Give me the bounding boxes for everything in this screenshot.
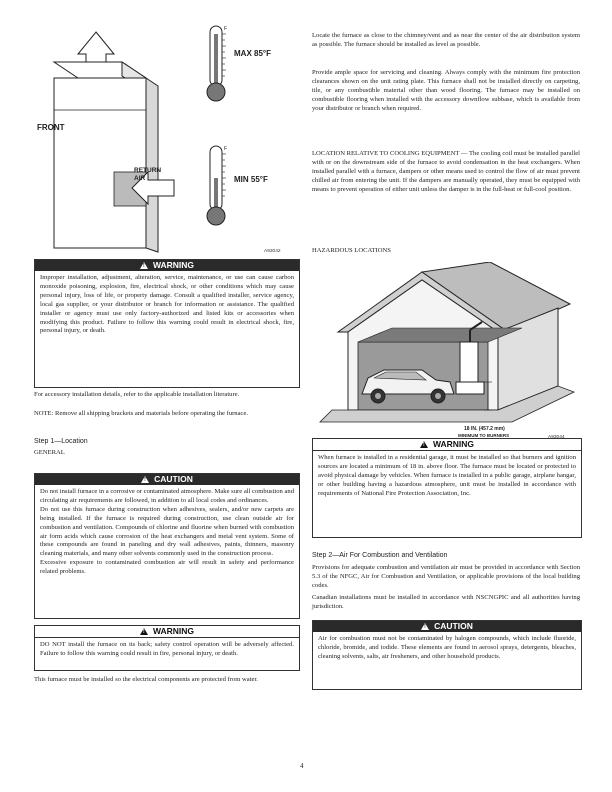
warning-banner: !WARNING bbox=[35, 260, 299, 271]
warning-icon bbox=[140, 628, 148, 635]
warning-icon bbox=[420, 441, 428, 448]
warning-banner: !WARNING bbox=[313, 439, 581, 451]
furnace-cabinet bbox=[54, 78, 146, 248]
svg-text:RETURN: RETURN bbox=[134, 167, 162, 174]
location-paragraph: Locate the furnace as close to the chimney/vent and as near the center of the air distribution system as possible. The furnace should be installed as level as possible. bbox=[312, 32, 580, 48]
caution-box-atmosphere bbox=[34, 473, 300, 619]
caution-box-halogen bbox=[312, 620, 582, 690]
caution-paragraph-1: Do not install furnace in a corrosive or contaminated atmosphere. Make sure all combustion and circulating air requirements are followed, in addition to all local codes and ordinances. bbox=[40, 488, 294, 504]
step1-heading: Step 1—Location bbox=[34, 438, 88, 445]
max-temp-label: MAX 85°F bbox=[234, 49, 271, 58]
svg-text:F: F bbox=[224, 146, 228, 152]
warning-box-back bbox=[34, 625, 300, 671]
accessory-paragraph: For accessory installation details, refer to the applicable installation literature. bbox=[34, 391, 240, 398]
thermometer-max-icon bbox=[207, 26, 227, 101]
clearance-paragraph: Provide ample space for servicing and cleaning. Always comply with the minimum fire protection clearances shown on the unit rating plate. This furnace shall not be installed directly on carpeting, tile, or any combustible material other than wood flooring. The furnace may be installed on combustible flooring when installed with the accessory downflow subbase, which is available from your distributor or branch when required. bbox=[312, 69, 580, 112]
svg-text:F: F bbox=[224, 26, 228, 32]
warning-box-installation bbox=[34, 259, 300, 388]
warning-box-garage bbox=[312, 438, 582, 538]
svg-text:AIR: AIR bbox=[134, 175, 146, 182]
clearance-label: 18 IN. (457.2 mm) bbox=[464, 426, 505, 432]
caution-banner: !CAUTION bbox=[313, 621, 581, 632]
warning-icon bbox=[140, 262, 148, 269]
note-paragraph: NOTE: Remove all shipping brackets and materials before operating the furnace. bbox=[34, 410, 249, 417]
warning-text: Improper installation, adjustment, alteration, service, maintenance, or use can cause carbon monoxide poisoning, explosion, fire, electrical shock, or other conditions which may cause personal injury, loss of life, or property damage. Consult a qualified installer, service agency, local gas supplier, or your distributor or branch for information or assistance. The qualified installer or agency must use only factory-authorized and listed kits or accessories when modifying this product. Failure to follow this warning could result in electrical shock, fire, personal injury, or death. bbox=[40, 274, 294, 335]
figure-code: A93042 bbox=[264, 249, 281, 254]
step2-heading: Step 2—Air For Combustion and Ventilation bbox=[312, 552, 448, 559]
cooling-paragraph: LOCATION RELATIVE TO COOLING EQUIPMENT — The cooling coil must be installed parallel with or on the downstream side of the furnace to avoid condensation in the heat exchangers. When installed parallel with a furnace, dampers or other means used to control the flow of air must prevent chilled air from entering the unit. If the dampers are manually operated, they must be equipped with means to prevent operation of either unit unless the damper is in the full-heat or full-cool position. bbox=[312, 150, 580, 193]
caution-banner: !CAUTION bbox=[35, 474, 299, 485]
canadian-paragraph: Canadian installations must be installed in accordance with NSCNGPIC and all authorities having jurisdiction. bbox=[312, 594, 580, 610]
warning-text: When furnace is installed in a residential garage, it must be installed so that burners and ignition sources are located a minimum of 18 in. above floor. The furnace must be located or protected to avoid physical damage by vehicles. When furnace is installed in a public garage, airplane hangar, or other building having a hazardous atmosphere, unit must be installed in accordance with requirements of National Fire Protection Association, Inc. bbox=[318, 454, 576, 497]
caution-icon bbox=[421, 623, 429, 630]
garage-figure bbox=[312, 262, 580, 442]
warning-banner: !WARNING bbox=[35, 626, 299, 638]
electrical-paragraph: This furnace must be installed so the electrical components are protected from water. bbox=[34, 676, 258, 683]
caution-paragraph-3: Excessive exposure to contaminated combustion air will result in safety and performance related problems. bbox=[40, 559, 294, 576]
caution-icon bbox=[141, 476, 149, 483]
hazardous-heading: HAZARDOUS LOCATIONS bbox=[312, 247, 391, 254]
page-number: 4 bbox=[300, 762, 304, 770]
general-heading: GENERAL bbox=[34, 449, 65, 456]
furnace-location-figure bbox=[34, 22, 300, 258]
front-label: FRONT bbox=[37, 123, 65, 132]
thermometer-min-icon bbox=[207, 146, 227, 225]
combustion-air-paragraph: Provisions for adequate combustion and ventilation air must be provided in accordance with Section 5.3 of the NFGC, Air for Combustion and Ventilation, or applicable provisions of the local building codes. bbox=[312, 564, 580, 589]
clearance-label-2: MINIMUM TO BURNERS bbox=[458, 433, 510, 438]
warning-text: DO NOT install the furnace on its back; safety control operation will be adversely affected. Failure to follow this warning could result in fire, personal injury, or death. bbox=[40, 641, 294, 657]
caution-text: Air for combustion must not be contaminated by halogen compounds, which include fluoride, chloride, bromide, and iodide. These elements are found in aerosol sprays, detergents, bleaches, cleaning solvents, salts, air fresheners, and other household products. bbox=[318, 635, 576, 660]
min-temp-label: MIN 55°F bbox=[234, 175, 268, 184]
caution-paragraph-2: Do not use this furnace during construction when adhesives, sealers, and/or new carpets are being installed. If the furnace is required during construction, use clean outside air for combustion and ventilation. Compounds of chlorine and fluorine when burned with combustion air form acids which cause corrosion of the heat exchangers and metal vent system. Some of these compounds are found in paneling and dry wall adhesives, paints, thinners, masonry cleaning materials, and many other solvents commonly used in the construction process. bbox=[40, 505, 294, 558]
